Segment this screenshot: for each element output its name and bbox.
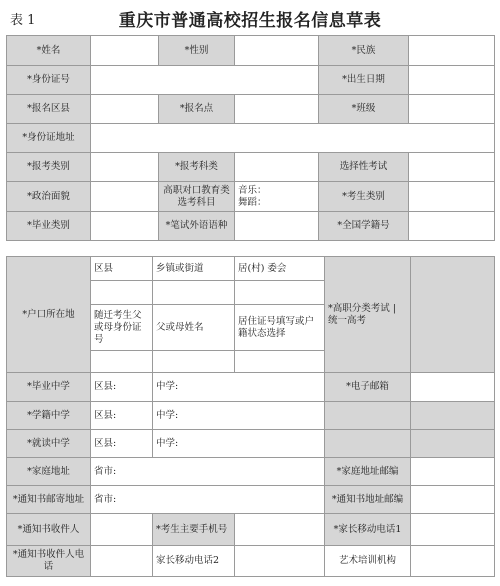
id-address-label: *身份证地址	[7, 124, 91, 153]
enrolled-county-field[interactable]: 区县:	[91, 402, 153, 430]
notice-postcode-field[interactable]	[411, 486, 495, 514]
graduation-type-field[interactable]	[91, 212, 159, 241]
foreign-language-label: *笔试外语语种	[159, 212, 235, 241]
township-field[interactable]	[153, 281, 235, 305]
basic-info-table	[6, 35, 495, 241]
graduate-county-field[interactable]: 区县:	[91, 373, 153, 402]
parent-mobile-2-label: 家长移动电话2	[153, 546, 235, 577]
candidate-type-label: *考生类别	[319, 182, 409, 212]
home-postcode-label: *家庭地址邮编	[325, 458, 411, 486]
music-dance-field[interactable]: 音乐： 舞蹈：	[235, 182, 319, 212]
vocational-subject-label: 高职对口教育类选考科目	[159, 182, 235, 212]
district-label: *报名区县	[7, 95, 91, 124]
household-label: *户口所在地	[7, 257, 91, 373]
name-field[interactable]	[91, 36, 159, 66]
attending-school-label: *就读中学	[7, 430, 91, 458]
candidate-phone-field[interactable]	[235, 514, 325, 546]
id-address-field[interactable]	[91, 124, 495, 153]
enrolled-school-label: *学籍中学	[7, 402, 91, 430]
exam-category-field[interactable]	[91, 153, 159, 182]
notice-recipient-label: *通知书收件人	[7, 514, 91, 546]
district-field[interactable]	[91, 95, 159, 124]
enrolled-school-field[interactable]: 中学:	[153, 402, 325, 430]
township-label: 乡镇或街道	[153, 257, 235, 281]
class-label: *班级	[319, 95, 409, 124]
parent-name-field[interactable]	[153, 351, 235, 373]
notice-address-label: *通知书邮寄地址	[7, 486, 91, 514]
class-field[interactable]	[409, 95, 495, 124]
attending-blank-1	[325, 430, 411, 458]
elective-exam-label: 选择性考试	[319, 153, 409, 182]
name-label: *姓名	[7, 36, 91, 66]
foreign-language-field[interactable]	[235, 212, 319, 241]
page-title: 重庆市普通高校招生报名信息草表	[118, 11, 382, 31]
recipient-phone-label: *通知书收件人电话	[7, 546, 91, 577]
graduate-school-label: *毕业中学	[7, 373, 91, 402]
exam-subject-label: *报考科类	[159, 153, 235, 182]
exam-subject-field[interactable]	[235, 153, 319, 182]
graduate-school-field[interactable]: 中学:	[153, 373, 325, 402]
ethnicity-label: *民族	[319, 36, 409, 66]
ethnicity-field[interactable]	[409, 36, 495, 66]
notice-postcode-label: *通知书地址邮编	[325, 486, 411, 514]
candidate-phone-label: *考生主要手机号	[153, 514, 235, 546]
art-training-field[interactable]	[411, 546, 495, 577]
site-field[interactable]	[235, 95, 319, 124]
id-number-label: *身份证号	[7, 66, 91, 95]
email-field[interactable]	[411, 373, 495, 402]
graduation-type-label: *毕业类别	[7, 212, 91, 241]
attending-county-field[interactable]: 区县:	[91, 430, 153, 458]
birth-date-label: *出生日期	[319, 66, 409, 95]
national-student-no-label: *全国学籍号	[319, 212, 409, 241]
residence-status-label: 居住证号填写或户籍状态选择	[235, 305, 325, 351]
county-label: 区县	[91, 257, 153, 281]
recipient-phone-field[interactable]	[91, 546, 153, 577]
art-training-label: 艺术培训机构	[325, 546, 411, 577]
gender-label: *性别	[159, 36, 235, 66]
site-label: *报名点	[159, 95, 235, 124]
exam-category-label: *报考类别	[7, 153, 91, 182]
home-address-label: *家庭地址	[7, 458, 91, 486]
attending-school-field[interactable]: 中学:	[153, 430, 325, 458]
residence-status-field[interactable]	[235, 351, 325, 373]
vocational-exam-field[interactable]	[411, 257, 495, 373]
enrolled-blank-1	[325, 402, 411, 430]
birth-date-field[interactable]	[409, 66, 495, 95]
home-postcode-field[interactable]	[411, 458, 495, 486]
id-number-field[interactable]	[91, 66, 319, 95]
table-number: 表 1	[10, 13, 36, 28]
home-address-field[interactable]: 省市:	[91, 458, 325, 486]
enrolled-blank-2	[411, 402, 495, 430]
parent-name-label: 父或母姓名	[153, 305, 235, 351]
gender-field[interactable]	[235, 36, 319, 66]
parent-id-field[interactable]	[91, 351, 153, 373]
notice-recipient-field[interactable]	[91, 514, 153, 546]
attending-blank-2	[411, 430, 495, 458]
notice-address-field[interactable]: 省市:	[91, 486, 325, 514]
county-field[interactable]	[91, 281, 153, 305]
national-student-no-field[interactable]	[409, 212, 495, 241]
parent-id-label: 随迁考生父或母身份证号	[91, 305, 153, 351]
candidate-type-field[interactable]	[409, 182, 495, 212]
parent-mobile-field[interactable]	[411, 514, 495, 546]
political-status-label: *政治面貌	[7, 182, 91, 212]
committee-label: 居(村) 委会	[235, 257, 325, 281]
political-status-field[interactable]	[91, 182, 159, 212]
contact-info-table	[6, 256, 495, 577]
elective-exam-field[interactable]	[409, 153, 495, 182]
committee-field[interactable]	[235, 281, 325, 305]
parent-mobile-label: *家长移动电话1	[325, 514, 411, 546]
email-label: *电子邮箱	[325, 373, 411, 402]
vocational-exam-label: *高职分类考试 | 统一高考	[325, 257, 411, 373]
parent-mobile-2-field[interactable]	[235, 546, 325, 577]
